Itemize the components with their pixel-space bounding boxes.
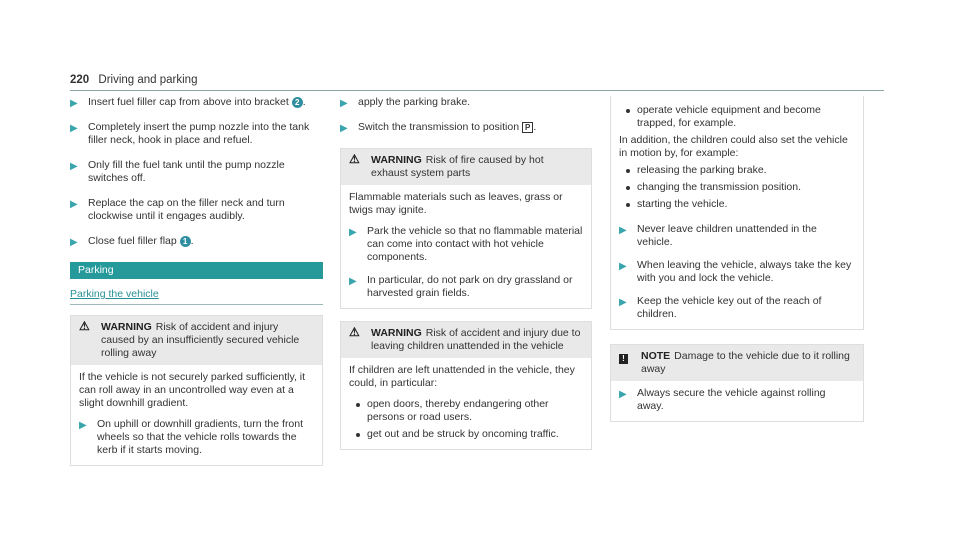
- warning-triangle-icon: ⚠: [79, 319, 90, 333]
- arrow-icon: ▶: [340, 98, 348, 109]
- warning-header: [341, 149, 591, 185]
- note-body: [611, 381, 863, 421]
- arrow-icon: ▶: [70, 199, 78, 210]
- warning-title: Risk of accident and injury caused by an insufficiently secured vehicle rolling away: [101, 321, 300, 359]
- arrow-icon: ▶: [349, 276, 357, 287]
- instruction-step: ▶ apply the parking brake.: [340, 96, 471, 109]
- note-keyword: NOTE: [641, 350, 671, 362]
- bullet-item: get out and be struck by oncoming traffic.: [349, 428, 583, 441]
- subheading-link[interactable]: Parking the vehicle: [70, 288, 323, 305]
- arrow-icon: ▶: [619, 297, 627, 308]
- warning-keyword: WARNING: [371, 327, 422, 339]
- warning-keyword: WARNING: [371, 154, 422, 166]
- park-position-key: P: [522, 122, 533, 133]
- note-header: [611, 345, 863, 381]
- warning-triangle-icon: ⚠: [349, 325, 360, 339]
- instruction-step: ▶ Never leave children unattended in the vehicle.: [619, 223, 817, 248]
- callout-1-badge: 1: [180, 236, 191, 247]
- arrow-icon: ▶: [79, 420, 87, 431]
- instruction-step: ▶ Park the vehicle so that no flammable material can come into contact with hot vehicle components.: [349, 225, 583, 263]
- arrow-icon: ▶: [340, 123, 348, 134]
- warning-keyword: WARNING: [101, 321, 152, 333]
- page-number: 220: [70, 74, 90, 86]
- arrow-icon: ▶: [70, 237, 78, 248]
- note-title: Damage to the vehicle due to it rolling away: [641, 350, 850, 375]
- instruction-step: ▶ Close fuel filler flap 1 .: [70, 235, 194, 248]
- warning-box-children: [340, 321, 592, 450]
- arrow-icon: ▶: [70, 123, 78, 134]
- warning-body: If the vehicle is not securely parked sufficiently, it can roll away in an uncontrolled way even at a slight downhill gradient. ▶ On uphill or downhill gradients, turn the front wheels so that the vehicle rolls towards the kerb if it starts moving.: [71, 365, 322, 465]
- warning-title: Risk of accident and injury due to leaving children unattended in the vehicle: [371, 327, 581, 352]
- warning-body: operate vehicle equipment and become trapped, for example. In addition, the children could also set the vehicle in motion by, for example: releasing the parking brake. changing the transmission position. starting the vehicle. ▶ Never leave children unattended in the vehicle. ▶ When leaving the vehicle, always take the key with you and lock the vehicle. ▶ Keep the vehicle key out of the reach of children.: [611, 96, 863, 329]
- column-1: [70, 96, 323, 466]
- instruction-step: ▶ Insert fuel filler cap from above into bracket 2 .: [70, 96, 306, 109]
- note-box: [610, 344, 864, 422]
- instruction-step: ▶ When leaving the vehicle, always take the key with you and lock the vehicle.: [619, 259, 852, 284]
- instruction-step: ▶ Only fill the fuel tank until the pump nozzle switches off.: [70, 159, 285, 184]
- arrow-icon: ▶: [619, 225, 627, 236]
- warning-header: [341, 322, 591, 358]
- warning-header: [71, 316, 322, 365]
- exclamation-icon: !: [619, 354, 628, 364]
- instruction-step: ▶ Always secure the vehicle against rolling away.: [619, 387, 826, 412]
- instruction-step: ▶ Replace the cap on the filler neck and turn clockwise until it engages audibly.: [70, 197, 285, 222]
- warning-triangle-icon: ⚠: [349, 152, 360, 166]
- arrow-icon: ▶: [70, 98, 78, 109]
- arrow-icon: ▶: [619, 261, 627, 272]
- section-title: Driving and parking: [98, 74, 198, 86]
- warning-body: If children are left unattended in the vehicle, they could, in particular: open doors, thereby endangering other persons or road users. get out and be struck by oncoming traffic.: [341, 358, 591, 449]
- bullet-item: open doors, thereby endangering other persons or road users.: [349, 398, 583, 424]
- instruction-step: ▶ In particular, do not park on dry grassland or harvested grain fields.: [349, 274, 573, 299]
- warning-box: [70, 315, 323, 466]
- callout-2-badge: 2: [292, 97, 303, 108]
- column-2: [340, 96, 592, 450]
- warning-body: Flammable materials such as leaves, grass or twigs may ignite. ▶ Park the vehicle so that no flammable material can come into contact with hot vehicle components. ▶ In particular, do not park on dry grassland or harvested grain fields.: [349, 191, 583, 299]
- warning-box-fire: [340, 148, 592, 309]
- warning-title: Risk of fire caused by hot exhaust system parts: [371, 154, 544, 179]
- instruction-step: ▶ Completely insert the pump nozzle into the tank filler neck, hook in place and refuel.: [70, 121, 310, 146]
- instruction-step: ▶ Switch the transmission to position P .: [340, 121, 537, 134]
- arrow-icon: ▶: [349, 227, 357, 238]
- header-divider: [70, 90, 884, 91]
- section-bar-parking: Parking: [70, 262, 323, 279]
- warning-continuation-box: [610, 96, 864, 330]
- bullet-item: starting the vehicle.: [619, 198, 855, 211]
- bullet-item: changing the transmission position.: [619, 181, 855, 194]
- column-3: [610, 96, 864, 422]
- bullet-item: releasing the parking brake.: [619, 164, 855, 177]
- page-header: [70, 74, 197, 86]
- bullet-item: operate vehicle equipment and become trapped, for example.: [619, 104, 855, 130]
- instruction-step: ▶ On uphill or downhill gradients, turn the front wheels so that the vehicle rolls towards the kerb if it starts moving.: [79, 418, 304, 456]
- arrow-icon: ▶: [70, 161, 78, 172]
- instruction-step: ▶ Keep the vehicle key out of the reach of children.: [619, 295, 822, 320]
- arrow-icon: ▶: [619, 389, 627, 400]
